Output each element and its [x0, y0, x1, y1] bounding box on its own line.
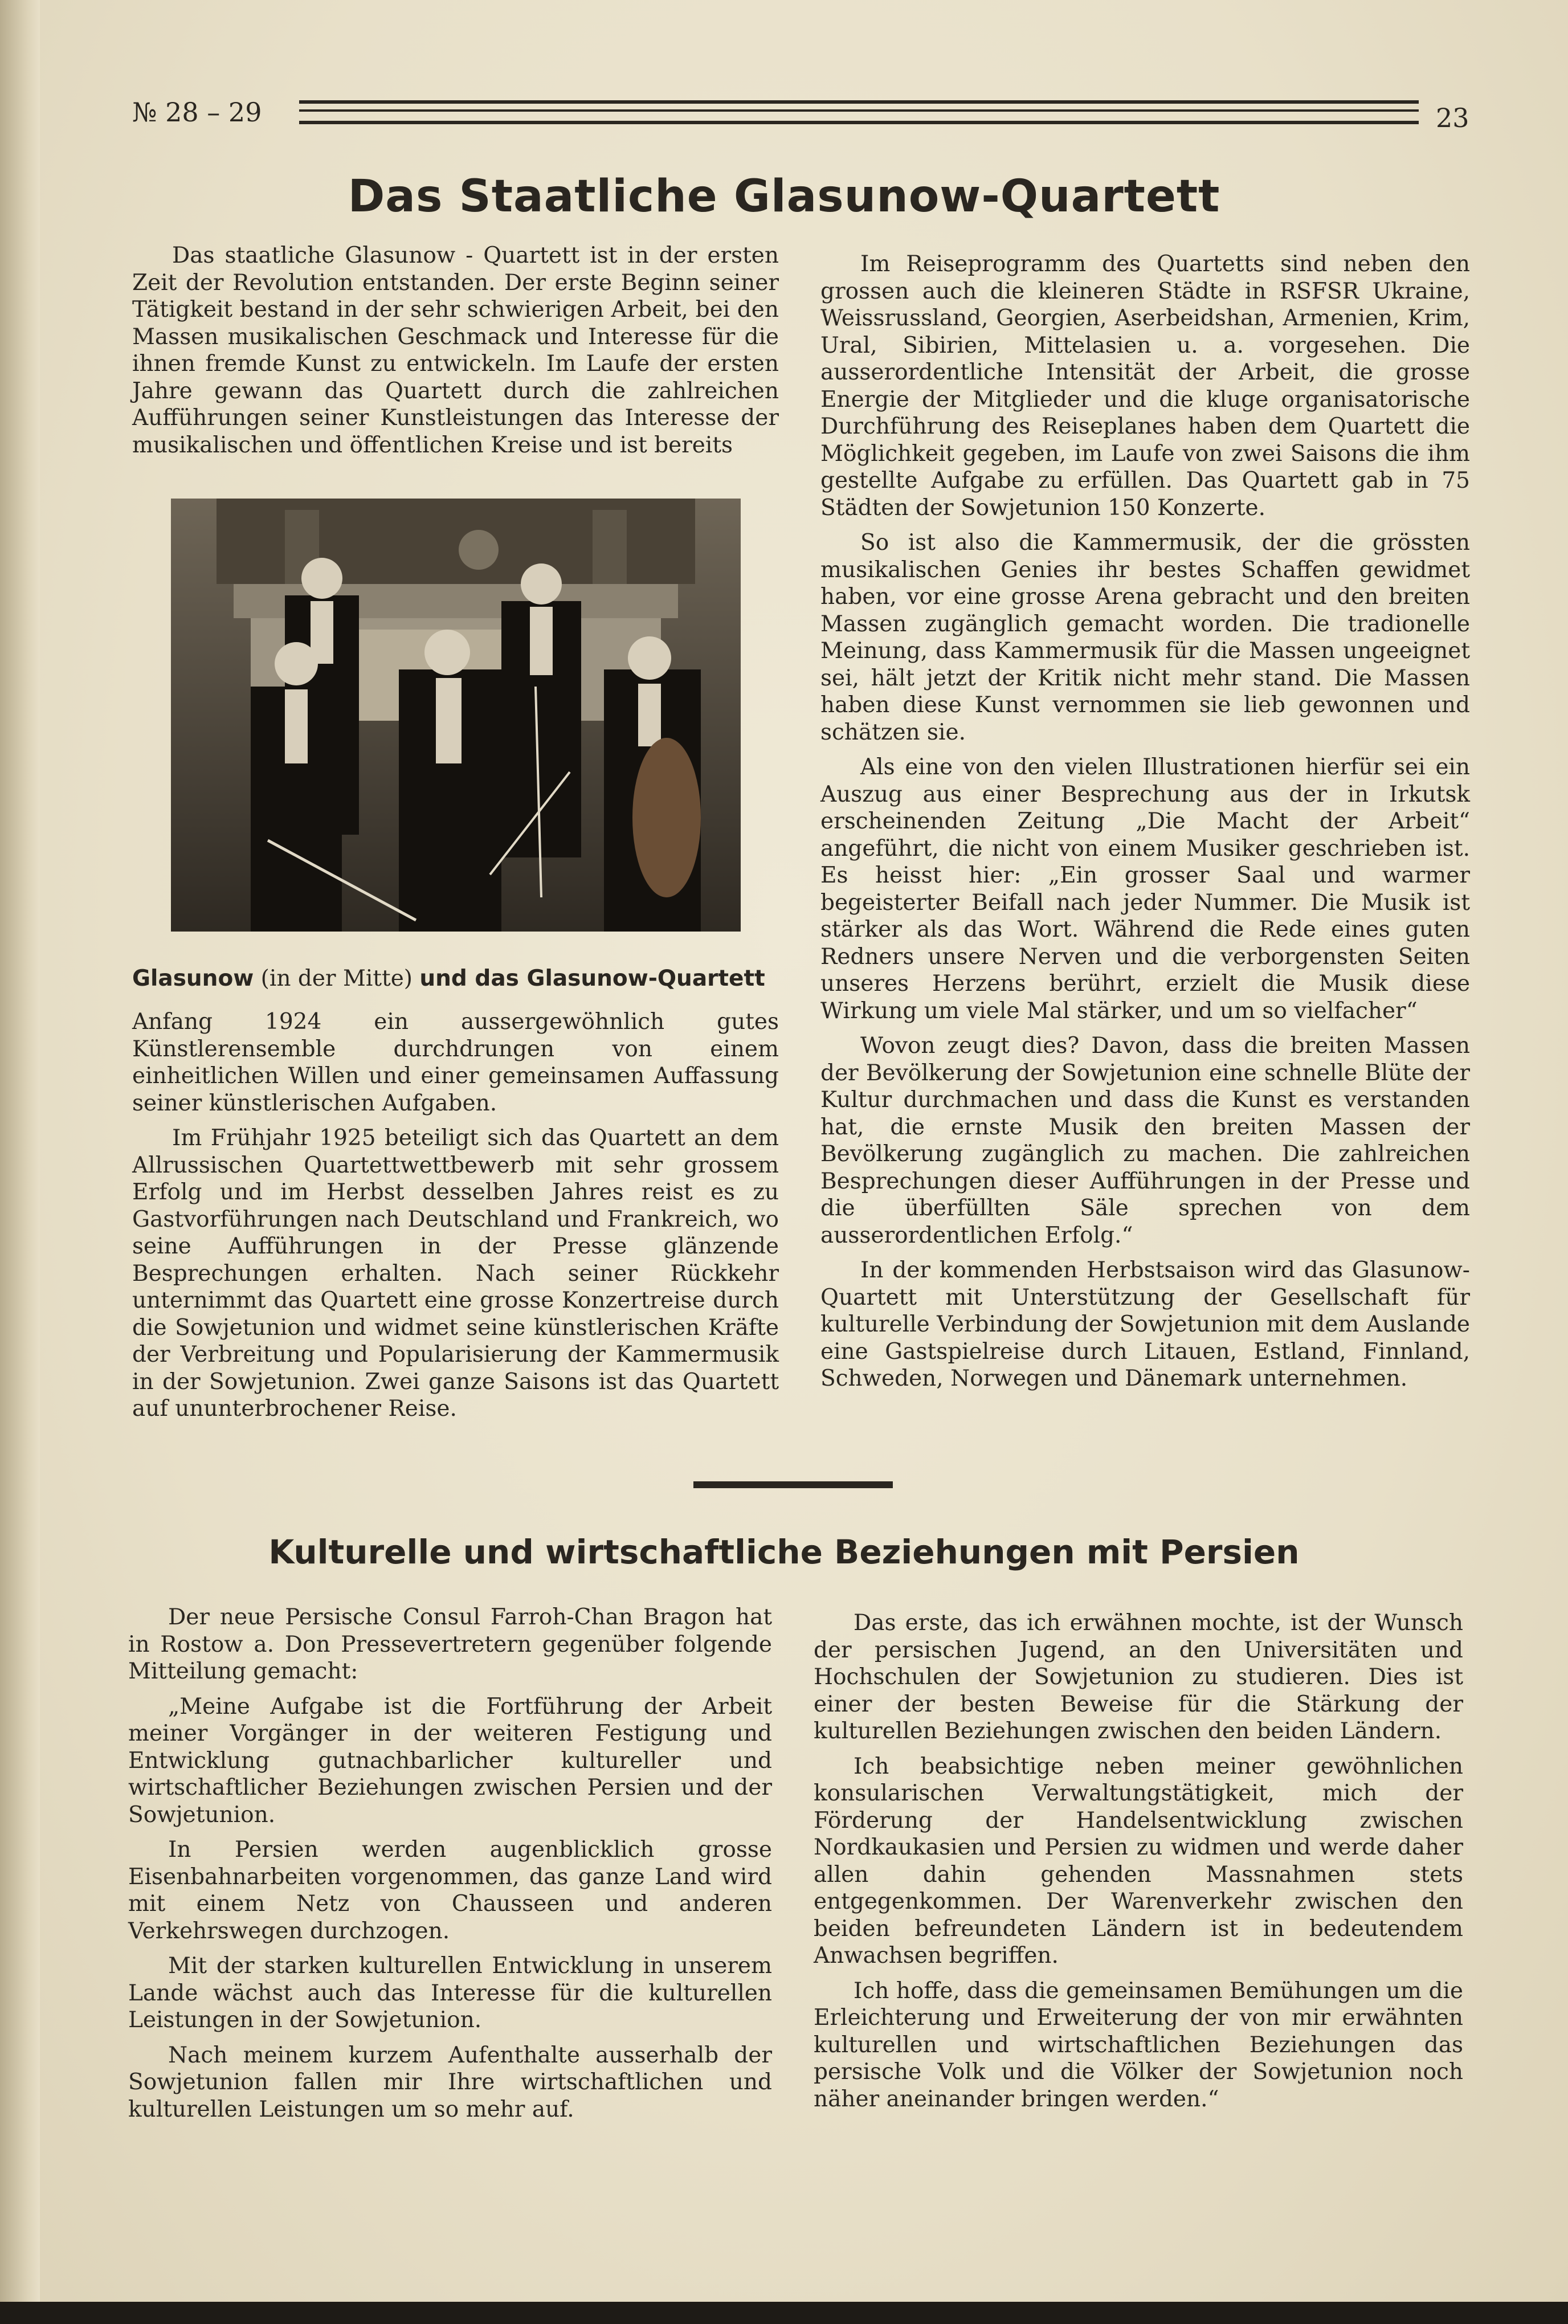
persia-column1	[128, 1604, 772, 2131]
caption-name: Glasunow	[132, 966, 254, 991]
quartet-paragraph-1925: Im Frühjahr 1925 beteiligt sich das Quartett an dem Allrussischen Quartettwettbewerb mit sehr grossem Erfolg und im Herbst desselben Jahres reist es zu Gastvorführungen nach Deutschland und Frankreich, wo seine Aufführungen in der Presse glänzende Besprechungen erhalten. Nach seiner Rückkehr unternimmt das Quartett eine grosse Konzertreise durch die Sowjetunion und widmet seine künstlerischen Kräfte der Verbreitung und Popularisierung der Kammermusik in der Sowjetunion. Zwei ganze Saisons ist das Quartett auf ununterbrochener Reise.	[132, 1125, 779, 1422]
quartet-paragraph-tour: In der kommenden Herbstsaison wird das Glasunow-Quartett mit Unterstützung der Gesellschaft für kulturelle Verbindung der Sowjetunion mit dem Auslande eine Gastspielreise durch Litauen, Estland, Finnland, Schweden, Norwegen und Dänemark unternehmen.	[820, 1257, 1470, 1391]
photo-caption	[132, 966, 765, 991]
article-title-quartet: Das Staatliche Glasunow-Quartett	[348, 171, 1220, 222]
persia-paragraph-intro: Der neue Persische Consul Farroh-Chan Bragon hat in Rostow a. Don Pressevertretern gegenüber folgende Mitteilung gemacht:	[128, 1604, 772, 1684]
caption-middle: (in der Mitte)	[254, 966, 420, 991]
persia-paragraph-task: „Meine Aufgabe ist die Fortführung der Arbeit meiner Vorgänger in der weiteren Festigung und Entwicklung gutnachbarlicher kultureller und wirtschaftlicher Beziehungen zwischen Persien und der Sowjetunion.	[128, 1693, 772, 1828]
quartet-paragraph-irkutsk: Als eine von den vielen Illustrationen hierfür sei ein Auszug aus einer Besprechung aus der in Irkutsk erscheinenden Zeitung „Die Macht der Arbeit“ angeführt, die nicht von einem Musiker geschrieben ist. Es heisst hier: „Ein grosser Saal und warmer begeisterter Beifall nach jeder Nummer. Die Musik ist stärker als das Wort. Während die Rede eines guten Redners unsere Nerven und die verborgensten Seiten unseres Herzens berührt, erzielt die Musik diese Wirkung um viele Mal stärker, und um so vielfacher“	[820, 754, 1470, 1024]
article-title-persia: Kulturelle und wirtschaftliche Beziehungen mit Persien	[268, 1533, 1300, 1571]
persia-paragraph-culture: Mit der starken kulturellen Entwicklung in unserem Lande wächst auch das Interesse für die kulturellen Leistungen in der Sowjetunion.	[128, 1953, 772, 2033]
section-separator	[693, 1481, 893, 1488]
quartet-paragraph-1924: Anfang 1924 ein aussergewöhnlich gutes Künstlerensemble durchdrungen von einem einheitlichen Willen und einer gemeinsamen Auffassung seiner künstlerischen Aufgaben.	[132, 1009, 779, 1116]
page-binding-shadow	[0, 0, 40, 2302]
quartet-paragraph-travel: Im Reiseprogramm des Quartetts sind neben den grossen auch die kleineren Städte in RSFSR Ukraine, Weissrussland, Georgien, Aserbeidshan, Armenien, Krim, Ural, Sibirien, Mittelasien u. a. vorgesehen. Die ausserordentliche Intensität der Arbeit, die grosse Energie der Mitglieder und die kluge organisatorische Durchführung des Reiseplanes haben dem Quartett die Möglichkeit gegeben, im Laufe von zwei Saisons die ihm gestellte Aufgabe zu erfüllen. Das Quartett gab in 75 Städten der Sowjetunion 150 Konzerte.	[820, 251, 1470, 521]
issue-number: № 28 – 29	[132, 97, 262, 128]
persia-column2	[814, 1610, 1463, 2121]
persia-paragraph-railway: In Persien werden augenblicklich grosse Eisenbahnarbeiten vorgenommen, das ganze Land wird mit einem Netz von Chausseen und anderen Verkehrswegen durchzogen.	[128, 1837, 772, 1944]
caption-rest: und das Glasunow-Quartett	[419, 966, 765, 991]
quartet-intro-paragraph: Das staatliche Glasunow - Quartett ist in der ersten Zeit der Revolution entstanden. Der erste Beginn seiner Tätigkeit bestand in der sehr schwierigen Arbeit, bei den Massen musikalischen Geschmack und Interesse für die ihnen fremde Kunst zu entwickeln. Im Laufe der ersten Jahre gewann das Quartett durch die zahlreichen Aufführungen seiner Kunstleistungen das Interesse der musikalischen und öffentlichen Kreise und ist bereits	[132, 243, 779, 458]
quartet-paragraph-chamber: So ist also die Kammermusik, der die grössten musikalischen Genies ihr bestes Schaffen gewidmet haben, vor eine grosse Arena gebracht und den breiten Massen zugänglich gemacht worden. Die tradionelle Meinung, dass Kammermusik für die Massen ungeeignet sei, hält jetzt der Kritik nicht mehr stand. Die Massen haben diese Kunst vernommen sie lieb gewonnen und schätzen sie.	[820, 530, 1470, 745]
persia-paragraph-trade: Ich beabsichtige neben meiner gewöhnlichen konsularischen Verwaltungstätigkeit, mich der Förderung der Handelsentwicklung zwischen Nordkaukasien und Persien zu widmen und werde daher allen dahin gehenden Massnahmen stets entgegenkommen. Der Warenverkehr zwischen den beiden befreundeten Ländern ist in bedeutendem Anwachsen begriffen.	[814, 1753, 1463, 1968]
persia-paragraph-hope: Ich hoffe, dass die gemeinsamen Bemühungen um die Erleichterung und Erweiterung der von mir erwähnten kulturellen und wirtschaftlichen Beziehungen das persische Volk und die Völker der Sowjetunion noch näher aneinander bringen werden.“	[814, 1978, 1463, 2112]
quartet-column1-top	[132, 242, 779, 467]
quartet-photo	[171, 499, 741, 932]
quartet-photo-image	[171, 499, 741, 932]
page-number: 23	[1436, 103, 1469, 133]
persia-paragraph-students: Das erste, das ich erwähnen mochte, ist der Wunsch der persischen Jugend, an den Universitäten und Hochschulen der Sowjetunion zu studieren. Dies ist einer der besten Beweise für die Stärkung der kulturellen Beziehungen zwischen den beiden Ländern.	[814, 1610, 1463, 1744]
quartet-paragraph-evidence: Wovon zeugt dies? Davon, dass die breiten Massen der Bevölkerung der Sowjetunion eine schnelle Blüte der Kultur durchmachen und dass die Kunst es verstanden hat, die ernste Musik den breiten Massen der Bevölkerung zugänglich zu machen. Die zahlreichen Besprechungen dieser Aufführungen in der Presse und die überfüllten Säle sprechen von dem ausserordentlichen Erfolg.“	[820, 1033, 1470, 1248]
persia-paragraph-stay: Nach meinem kurzem Aufenthalte ausserhalb der Sowjetunion fallen mir Ihre wirtschaftlichen und kulturellen Leistungen um so mehr auf.	[128, 2042, 772, 2122]
header-rule	[299, 100, 1419, 124]
quartet-column1-bottom	[132, 1008, 779, 1431]
quartet-column2	[820, 251, 1470, 1400]
